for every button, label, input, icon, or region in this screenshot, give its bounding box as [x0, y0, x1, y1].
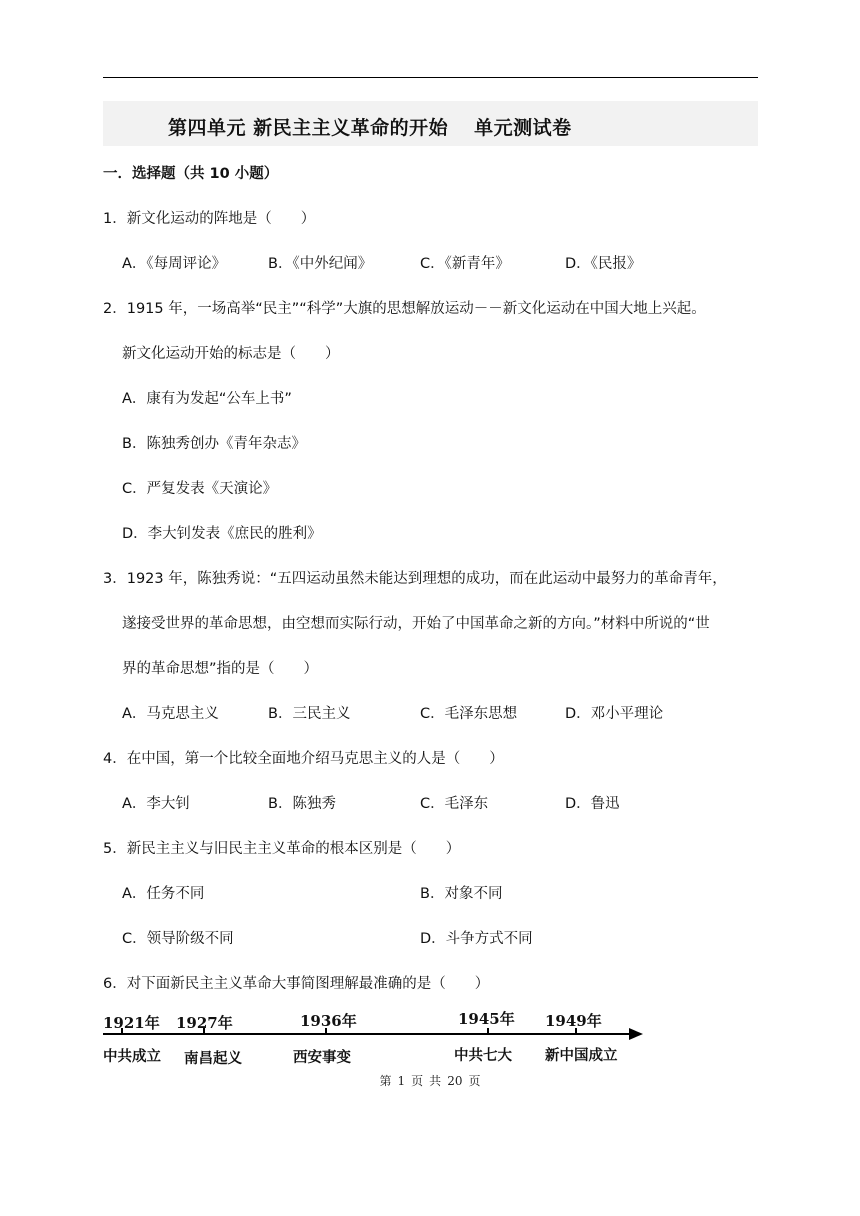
q5-option-b: B．对象不同: [420, 886, 503, 902]
q4-option-d: D．鲁迅: [565, 796, 620, 812]
q3-option-a: A．马克思主义: [122, 706, 219, 722]
question-5-stem: 5．新民主主义与旧民主主义革命的根本区别是（ ）: [103, 841, 461, 857]
footer-text: 页: [411, 1074, 424, 1088]
timeline-event: 中共七大: [454, 1047, 512, 1064]
timeline-arrow: [629, 1028, 643, 1040]
question-3-stem: 3．1923 年，陈独秀说：“五四运动虽然未能达到理想的成功，而在此运动中最努力的革命青年，: [103, 571, 727, 587]
question-1-stem: 1．新文化运动的阵地是（ ）: [103, 211, 316, 227]
q4-option-a: A．李大钊: [122, 796, 190, 812]
timeline-year: 1949年: [545, 1012, 602, 1030]
footer-total-pages: 20: [447, 1074, 463, 1088]
q3-option-c: C．毛泽东思想: [420, 706, 518, 722]
page-title: [168, 113, 572, 140]
question-6-stem: 6．对下面新民主主义革命大事简图理解最准确的是（ ）: [103, 976, 490, 992]
footer-prefix: 第: [379, 1074, 392, 1088]
footer-suffix: 页: [468, 1074, 481, 1088]
timeline-axis: [103, 1033, 631, 1035]
question-3-stem-cont: 界的革命思想”指的是（ ）: [122, 661, 319, 677]
q5-option-c: C．领导阶级不同: [122, 931, 234, 947]
q1-option-b: B．《中外纪闻》: [268, 256, 373, 272]
timeline-event: 新中国成立: [545, 1047, 618, 1064]
question-3-stem-cont: 遂接受世界的革命思想，由空想而实际行动，开始了中国革命之新的方向。”材料中所说的“世: [122, 616, 710, 632]
q1-option-c: C．《新青年》: [420, 256, 510, 272]
timeline-event: 中共成立: [103, 1048, 161, 1065]
q5-option-a: A．任务不同: [122, 886, 205, 902]
q4-option-c: C．毛泽东: [420, 796, 489, 812]
timeline-year: 1921年: [103, 1014, 160, 1032]
q2-option-d: D．李大钊发表《庶民的胜利》: [122, 526, 322, 542]
q1-option-a: A．《每周评论》: [122, 256, 227, 272]
q2-option-b: B．陈独秀创办《青年杂志》: [122, 436, 306, 452]
q2-option-c: C．严复发表《天演论》: [122, 481, 278, 497]
timeline-tick: [487, 1028, 489, 1035]
question-2-stem-cont: 新文化运动开始的标志是（ ）: [122, 346, 340, 362]
q3-option-d: D．邓小平理论: [565, 706, 664, 722]
timeline-event: 西安事变: [293, 1049, 351, 1066]
timeline-event: 南昌起义: [184, 1050, 242, 1067]
q1-option-d: D．《民报》: [565, 256, 642, 272]
footer-page-number: 1: [397, 1074, 406, 1088]
timeline-year: 1945年: [458, 1010, 515, 1028]
question-4-stem: 4．在中国，第一个比较全面地介绍马克思主义的人是（ ）: [103, 751, 504, 767]
footer-text: 共: [429, 1074, 442, 1088]
q5-option-d: D．斗争方式不同: [420, 931, 533, 947]
timeline-year: 1927年: [176, 1014, 233, 1032]
question-2-stem: 2．1915 年，一场高举“民主”“科学”大旗的思想解放运动－－新文化运动在中国大地上兴起。: [103, 301, 706, 317]
q2-option-a: A．康有为发起“公车上书”: [122, 391, 292, 407]
q3-option-b: B．三民主义: [268, 706, 351, 722]
section-heading: 一．选择题（共 10 小题）: [103, 166, 279, 182]
timeline-year: 1936年: [300, 1012, 357, 1030]
timeline-figure: [103, 1008, 648, 1070]
title-main: 第四单元 新民主主义革命的开始: [168, 117, 449, 139]
header-rule: [103, 77, 758, 78]
page-footer: [0, 1072, 860, 1089]
q4-option-b: B．陈独秀: [268, 796, 336, 812]
title-sub: 单元测试卷: [474, 117, 572, 139]
